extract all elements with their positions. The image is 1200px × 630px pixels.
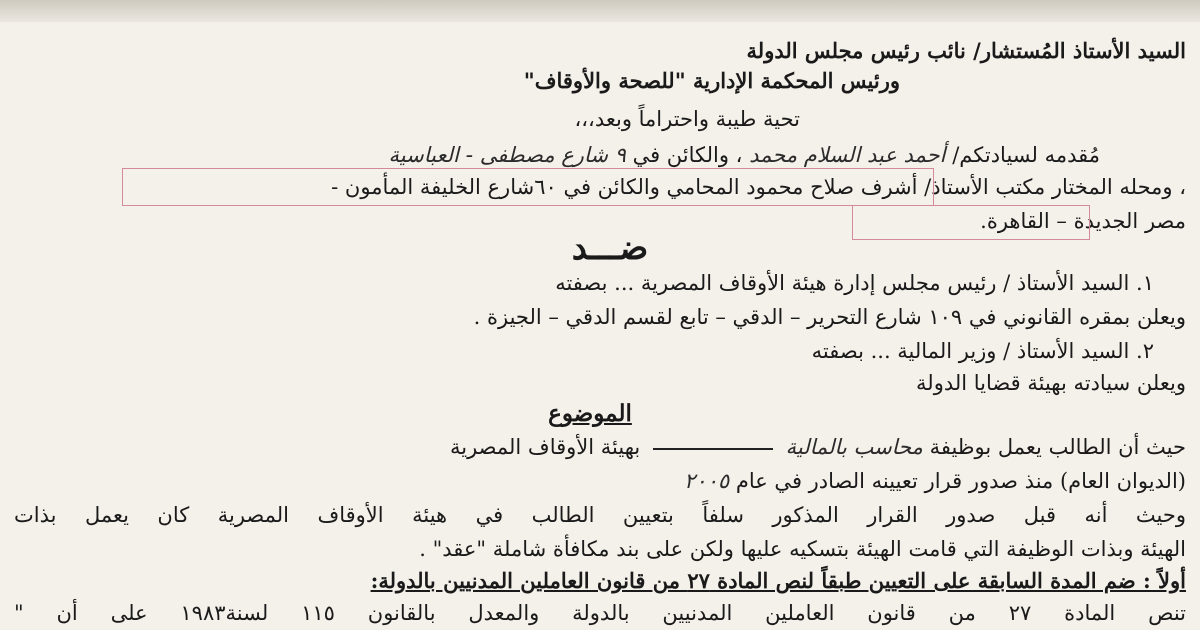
defendant-2: ٢. السيد الأستاذ / وزير المالية ... بصفته: [811, 339, 1154, 363]
topic-heading: الموضوع: [548, 400, 632, 427]
residing-label: ، والكائن في: [632, 143, 743, 167]
paragraph-2: [14, 466, 1186, 496]
against-heading: ضـــد: [571, 228, 649, 268]
p1-end: بهيئة الأوقاف المصرية: [449, 435, 641, 459]
section-heading-first: أولاً : ضم المدة السابقة على التعيين طبقاً لنص المادة ٢٧ من قانون العاملين المدنيين بالدولة:: [370, 568, 1186, 593]
p1-handwritten: محاسب بالمالية: [785, 435, 923, 459]
p2-start: (الديوان العام) منذ صدور قرار تعيينه الصادر في عام: [735, 469, 1186, 493]
greeting: تحية طيبة واحتراماً وبعد،،،: [574, 107, 800, 131]
defendant-2-address: ويعلن سيادته بهيئة قضايا الدولة: [916, 371, 1186, 395]
defendant-1: ١. السيد الأستاذ / رئيس مجلس إدارة هيئة الأوقاف المصرية ... بصفته: [555, 271, 1154, 295]
paragraph-4: الهيئة وبذات الوظيفة التي قامت الهيئة بتسكيه عليها ولكن على بند مكافأة شاملة "عقد" .: [419, 537, 1186, 561]
chosen-address-label: ، ومحله المختار: [1051, 175, 1186, 199]
chosen-address-text: مكتب الأستاذ/ أشرف صلاح محمود المحامي والكائن في ٦٠شارع الخليفة المأمون -: [331, 175, 1046, 199]
addressee-line-2: ورئيس المحكمة الإدارية "للصحة والأوقاف": [523, 68, 900, 93]
chosen-address-continued: مصر الجديدة – القاهرة.: [980, 209, 1186, 233]
paragraph-1: [14, 432, 1186, 462]
p1-start: حيث أن الطالب يعمل بوظيفة: [929, 435, 1186, 459]
paragraph-5: تنص المادة ٢٧ من قانون العاملين المدنيين بالدولة والمعدل بالقانون ١١٥ لسنة١٩٨٣ على أن ": [14, 601, 1186, 625]
submitted-by-label: مُقدمه لسيادتكم/: [952, 143, 1100, 167]
highlight-box-address: [122, 168, 934, 206]
defendant-1-address: ويعلن بمقره القانوني في ١٠٩ شارع التحرير – الدقي – تابع لقسم الدقي – الجيزة .: [473, 305, 1186, 329]
blank-line: [653, 448, 773, 450]
paragraph-3: وحيث أنه قبل صدور القرار المذكور سلفاً بتعيين الطالب في هيئة الأوقاف المصرية كان يعمل بذات: [14, 503, 1186, 527]
highlight-box-address-cont: [852, 205, 1090, 240]
addressee-line-1: السيد الأستاذ المُستشار/ نائب رئيس مجلس الدولة: [746, 38, 1186, 63]
p2-handwritten: ٢٠٠٥: [684, 469, 730, 493]
submitted-by-handwritten: أحمد عبد السلام محمد: [749, 143, 946, 167]
submitted-by-line: [14, 140, 1100, 170]
residing-handwritten: ٩ شارع مصطفى - العباسية: [388, 143, 626, 167]
